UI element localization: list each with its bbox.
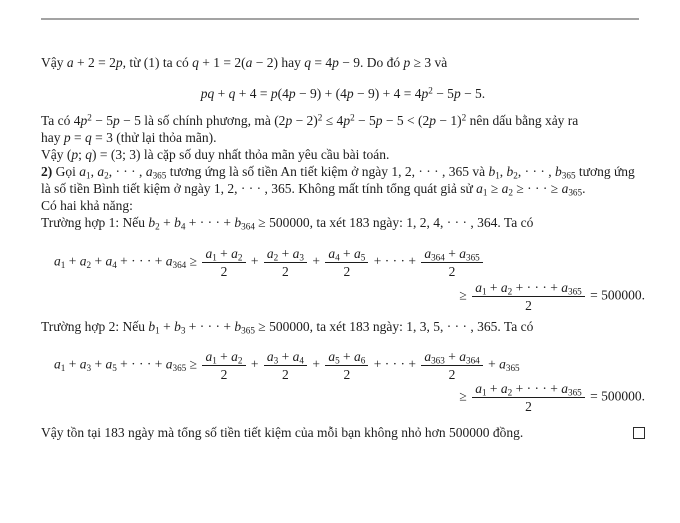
text-line: hay p = q = 3 (thử lại thỏa mãn). (41, 130, 217, 145)
case1-display-equation-line2: ≥ $\frac{a_1 + a_2 + \cdot \cdot \cdot + a_{365}}{2}$ = 500000. (459, 280, 645, 313)
document-body (41, 0, 645, 523)
case2-display-equation-line1: $a_1 + a_3 + a_5$ + · · · + $a_{365}$ ≥ $\frac{a_1 + a_2}{2}$ + $\frac{a_3 + a_4}{2}$ + $\frac{a_5 + a_6}{2}$ + · · · + $\frac{a_{363} + a_{364}}{2}$ + $a_{365}$ (54, 349, 520, 382)
text-line: 2) Gọi $a_1$, $a_2$, · · · , $a_{365}$ tương ứng là số tiền An tiết kiệm ở ngày 1, 2, · · · , 365 và $b_1$, $b_2$, · · · , $b_{365}$ tương ứng (41, 164, 635, 181)
case1-display-equation-line1: $a_1 + a_2 + a_4$ + · · · + $a_{364}$ ≥ $\frac{a_1 + a_2}{2}$ + $\frac{a_2 + a_3}{2}$ + $\frac{a_4 + a_5}{2}$ + · · · + $\frac{a_{364} + a_{365}}{2}$ (54, 246, 485, 279)
case2-display-equation-line2: ≥ $\frac{a_1 + a_2 + \cdot \cdot \cdot + a_{365}}{2}$ = 500000. (459, 381, 645, 414)
paragraph-perfect-square (41, 112, 645, 163)
paragraph-problem2-setup (41, 163, 645, 214)
centered-equation-pq: pq + $q + 4 = p(4p - 9) + (4p - 9) + 4 = 4p^2 - 5p - 5$. (200, 85, 486, 101)
conclusion-text: Vậy tồn tại 183 ngày mà tổng số tiền tiết kiệm của mỗi bạn không nhỏ hơn 500000 đồng. (41, 425, 524, 440)
text-line: là số tiền Bình tiết kiệm ở ngày 1, 2, · · · , 365. Không mất tính tổng quát giả sử $a_1 \ge a_2$ ≥ · · · ≥ $a_{365}$. (41, 181, 586, 198)
text-line: Có hai khả năng: (41, 198, 133, 213)
qed-square-icon (633, 427, 645, 439)
paragraph-part1-conclusion-line: Vậy a + 2 = 2p, từ (1) ta có q + 1 = 2(a − 2) hay q = 4p − 9. Do đó p ≥ 3 và (41, 55, 448, 70)
case2-intro-line: Trường hợp 2: Nếu $b_1 + b_3$ + · · · + $b_{365} \ge 500000$, ta xét 183 ngày: 1, 3, 5, · · · , 365. Ta có (41, 319, 534, 336)
text-line: Vậy (p; q) = (3; 3) là cặp số duy nhất thỏa mãn yêu cầu bài toán. (41, 147, 390, 162)
case1-intro-line: Trường hợp 1: Nếu $b_2 + b_4$ + · · · + $b_{364} \ge 500000$, ta xét 183 ngày: 1, 2, 4, · · · , 364. Ta có (41, 215, 534, 232)
final-conclusion-line (41, 424, 645, 441)
text-line: Ta có $4p^2 - 5p - 5$ là số chính phương, mà $(2p - 2)^2 \le 4p^2 - 5p - 5 < (2p - 1)^2$ nên dấu bằng xảy ra (41, 112, 579, 128)
